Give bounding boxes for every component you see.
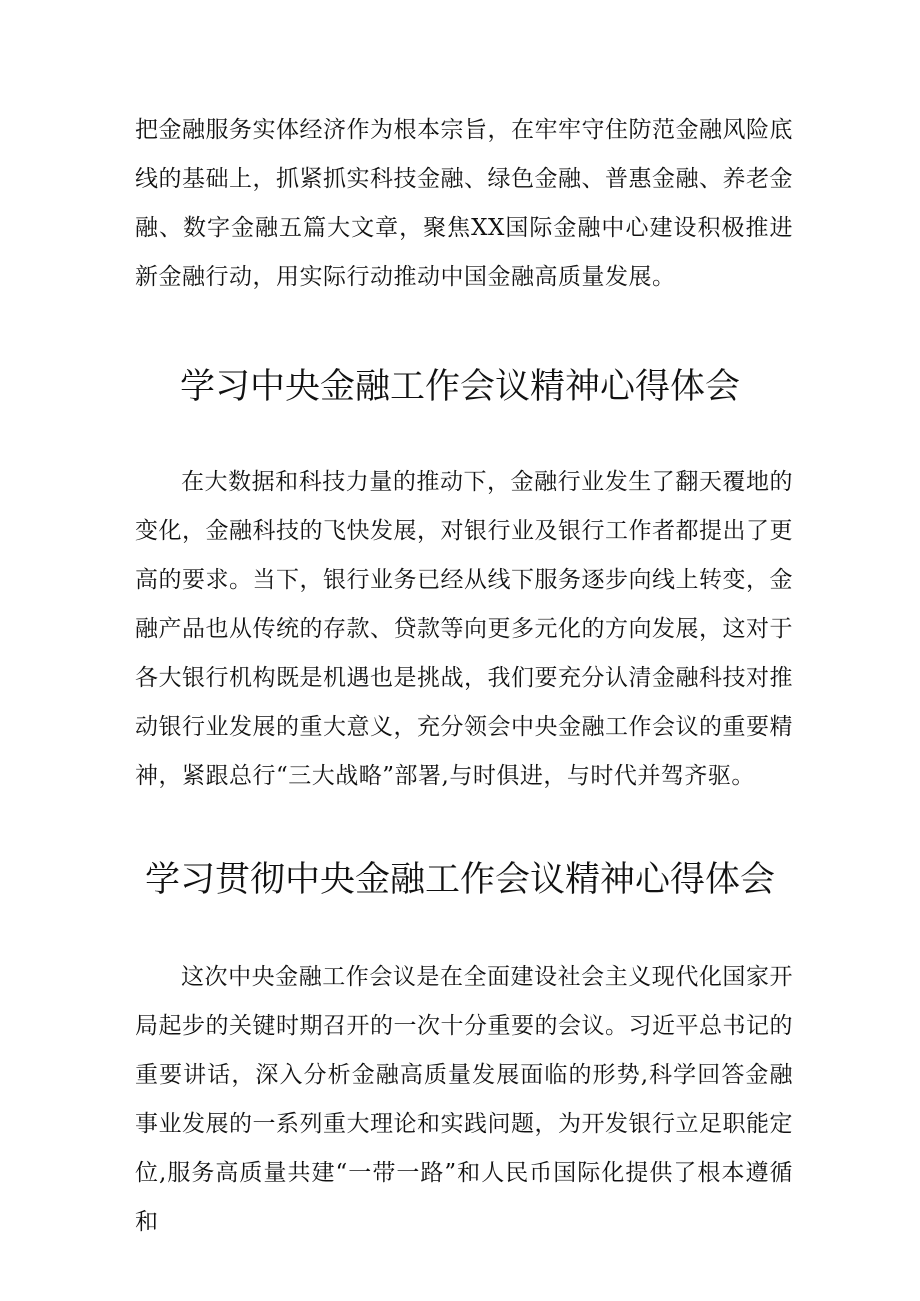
section-1-paragraph: 把金融服务实体经济作为根本宗旨，在牢牢守住防范金融风险底线的基础上，抓紧抓实科技金融、绿色金融、普惠金融、养老金融、数字金融五篇大文章，聚焦XX国际金融中心建设积极推进新金融行动，用实际行动推动中国金融高质量发展。 <box>135 117 793 290</box>
section-2-paragraph: 在大数据和科技力量的推动下，金融行业发生了翻天覆地的变化，金融科技的飞快发展，对银行业及银行工作者都提出了更高的要求。当下，银行业务已经从线下服务逐步向线上转变，金融产品也从传统的存款、贷款等向更多元化的方向发展，这对于各大银行机构既是机遇也是挑战，我们要充分认清金融科技对推动银行业发展的重大意义，充分领会中央金融工作会议的重要精神，紧跟总行“三大战略”部署,与时俱进，与时代并驾齐驱。 <box>135 469 793 789</box>
section-2-heading: 学习中央金融工作会议精神心得体会 <box>179 367 740 407</box>
section-3-heading: 学习贯彻中央金融工作会议精神心得体会 <box>144 860 775 900</box>
section-3-paragraph: 这次中央金融工作会议是在全面建设社会主义现代化国家开局起步的关键时期召开的一次十分重要的会议。习近平总书记的重要讲话，深入分析金融高质量发展面临的形势,科学回答金融事业发展的一系列重大理论和实践问题，为开发银行立足职能定位,服务高质量共建“一带一路”和人民币国际化提供了根本遵循和 <box>135 964 793 1235</box>
